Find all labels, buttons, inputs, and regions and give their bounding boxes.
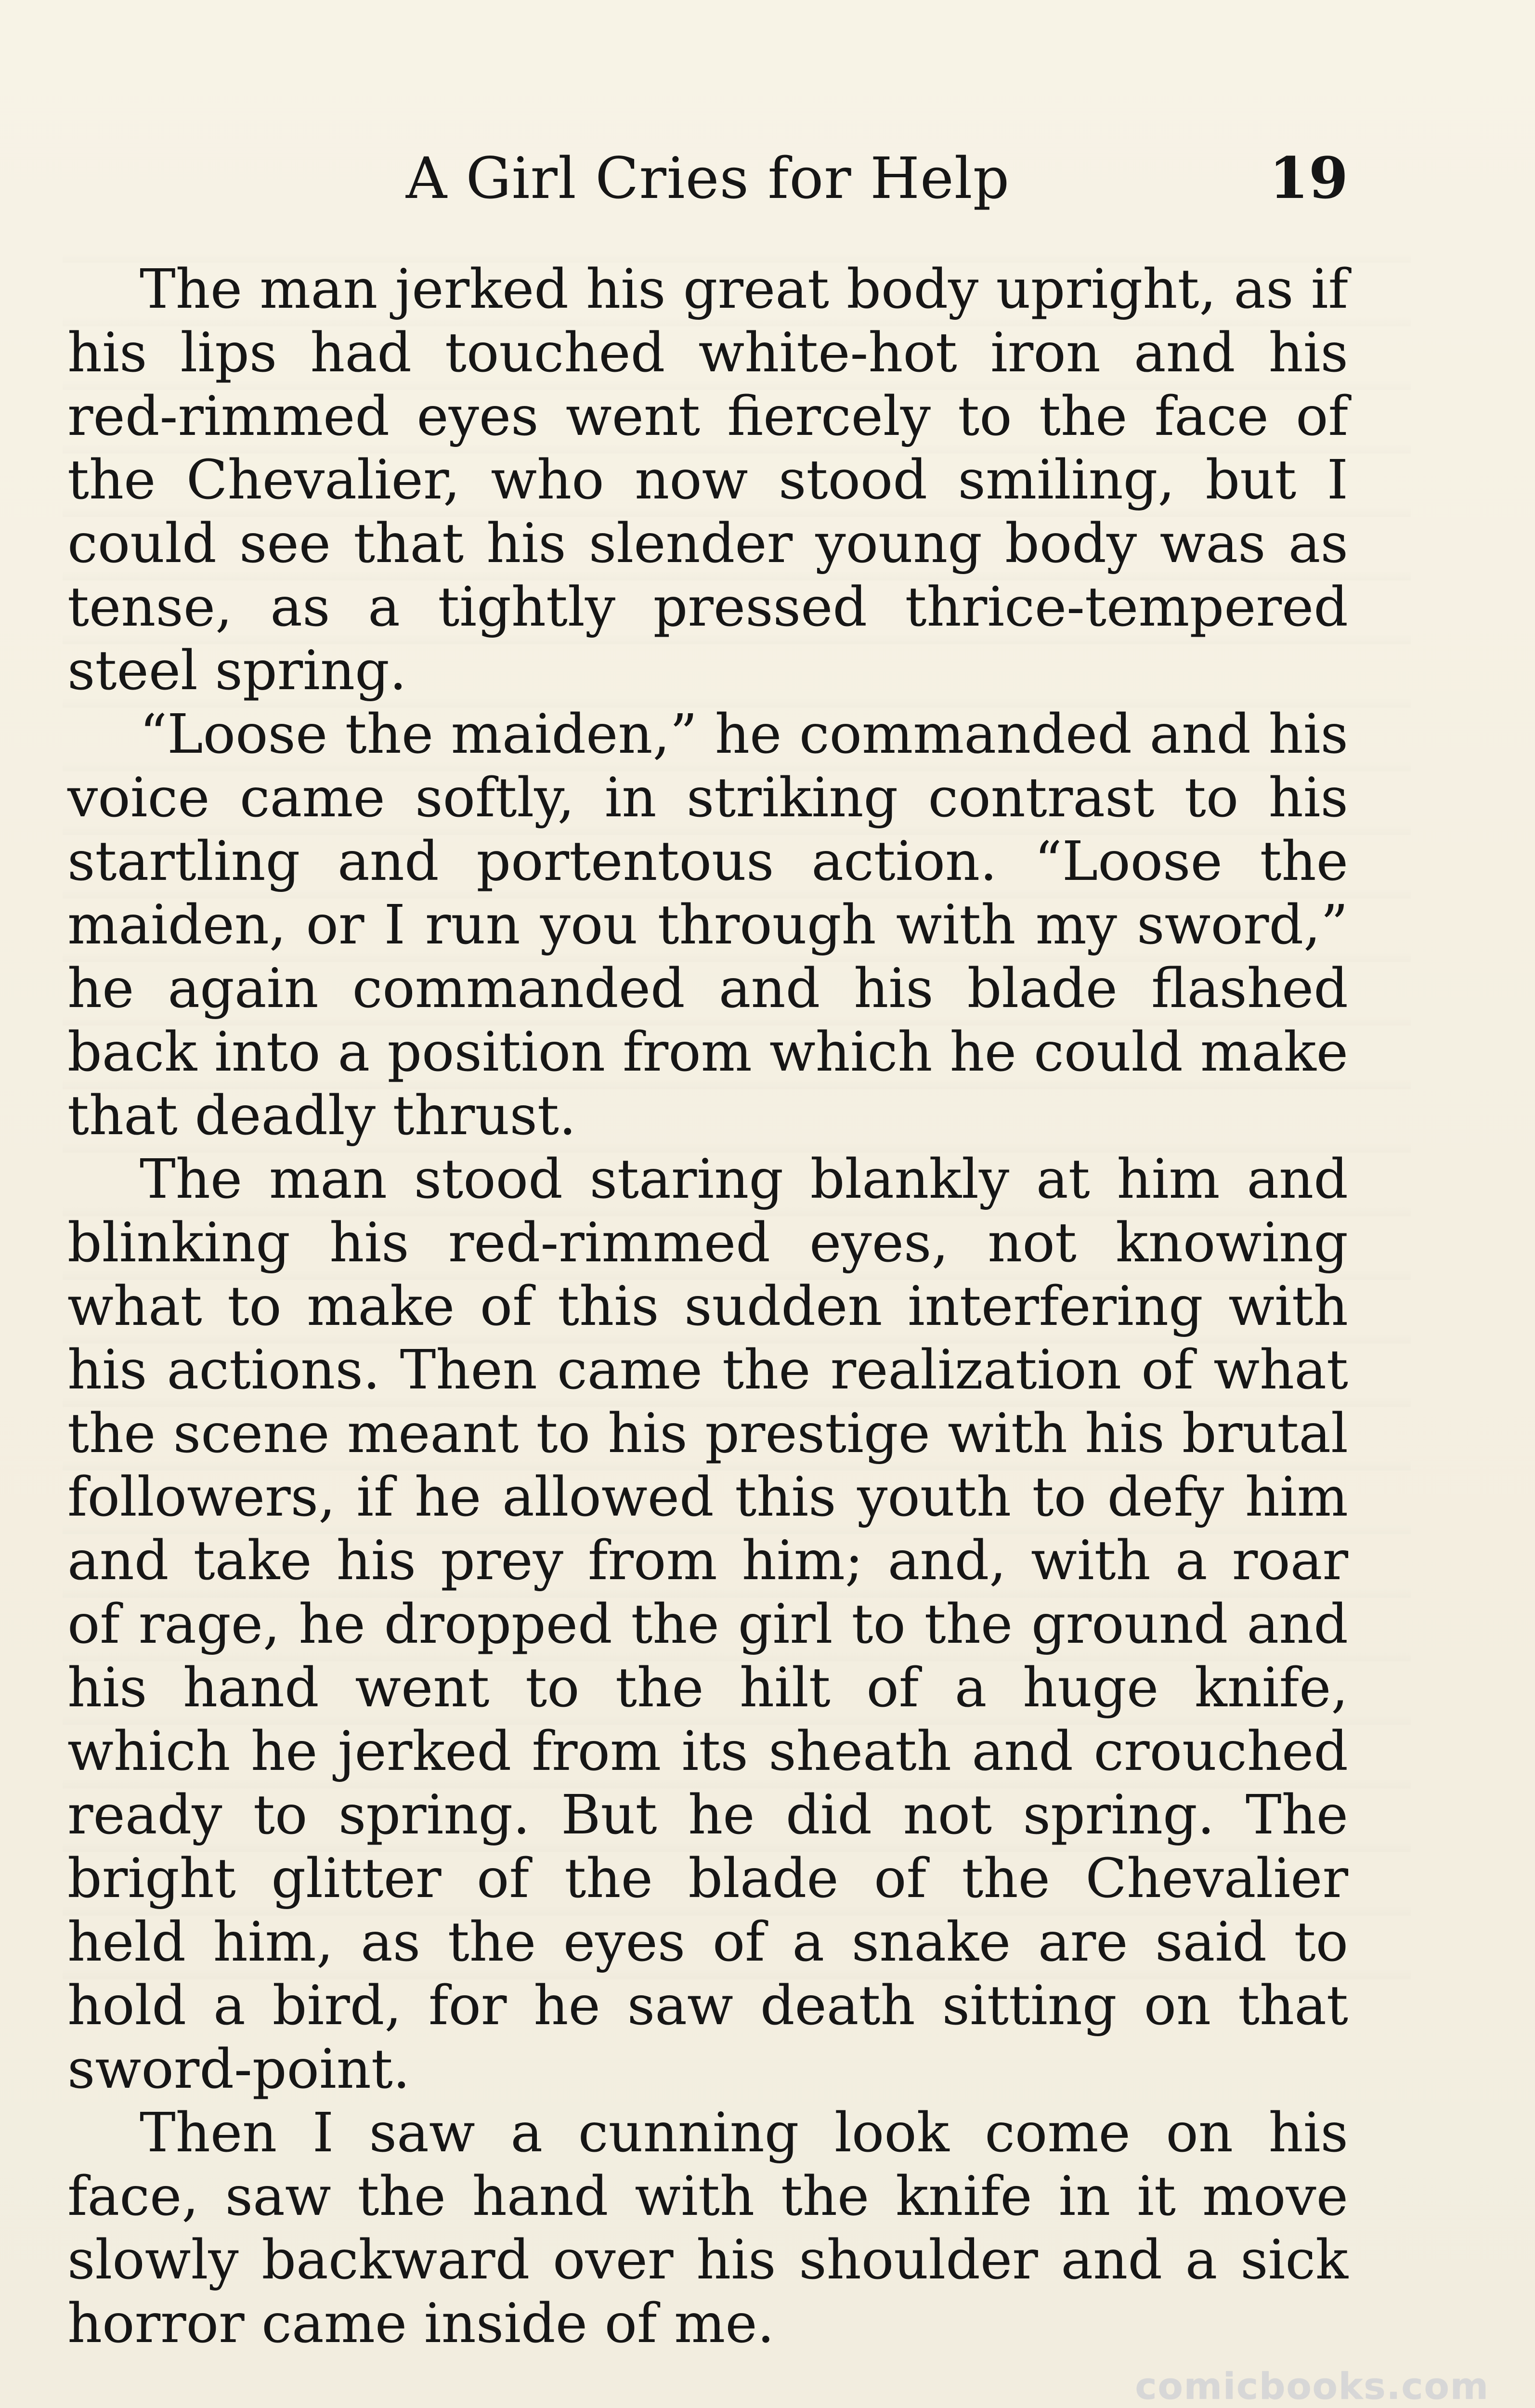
running-head: A Girl Cries for Help xyxy=(405,145,1010,211)
paragraph: Then I saw a cunning look come on his face, saw the hand with the knife in it move slowly backward over his shoulder and a sick horror came inside of me. xyxy=(67,2102,1348,2355)
paragraph: “Loose the maiden,” he commanded and his voice came softly, in striking contrast to his startling and portentous action. “Loose the maiden, or I run you through with my sword,” he again commanded and his blade flashed back into a position from which he could make that deadly thrust. xyxy=(67,703,1348,1147)
watermark: comicbooks.com xyxy=(1135,2365,1489,2408)
page-header xyxy=(67,144,1348,212)
page-number: 19 xyxy=(1269,144,1348,211)
paragraph: The man jerked his great body upright, as if his lips had touched white-hot iron and his red-rimmed eyes went fiercely to the face of the Chevalier, who now stood smiling, but I could see that his slender young body was as tense, as a tightly pressed thrice-tempered steel spring. xyxy=(67,258,1348,702)
paragraph: The man stood staring blankly at him and blinking his red-rimmed eyes, not knowing what to make of this sudden interfering with his actions. Then came the realization of what the scene meant to his prestige with his brutal followers, if he allowed this youth to defy him and take his prey from him; and, with a roar of rage, he dropped the girl to the ground and his hand went to the hilt of a huge knife, which he jerked from its sheath and crouched ready to spring. But he did not spring. The bright glitter of the blade of the Chevalier held him, as the eyes of a snake are said to hold a bird, for he saw death sitting on that sword-point. xyxy=(67,1148,1348,2101)
body-text xyxy=(67,258,1348,2356)
